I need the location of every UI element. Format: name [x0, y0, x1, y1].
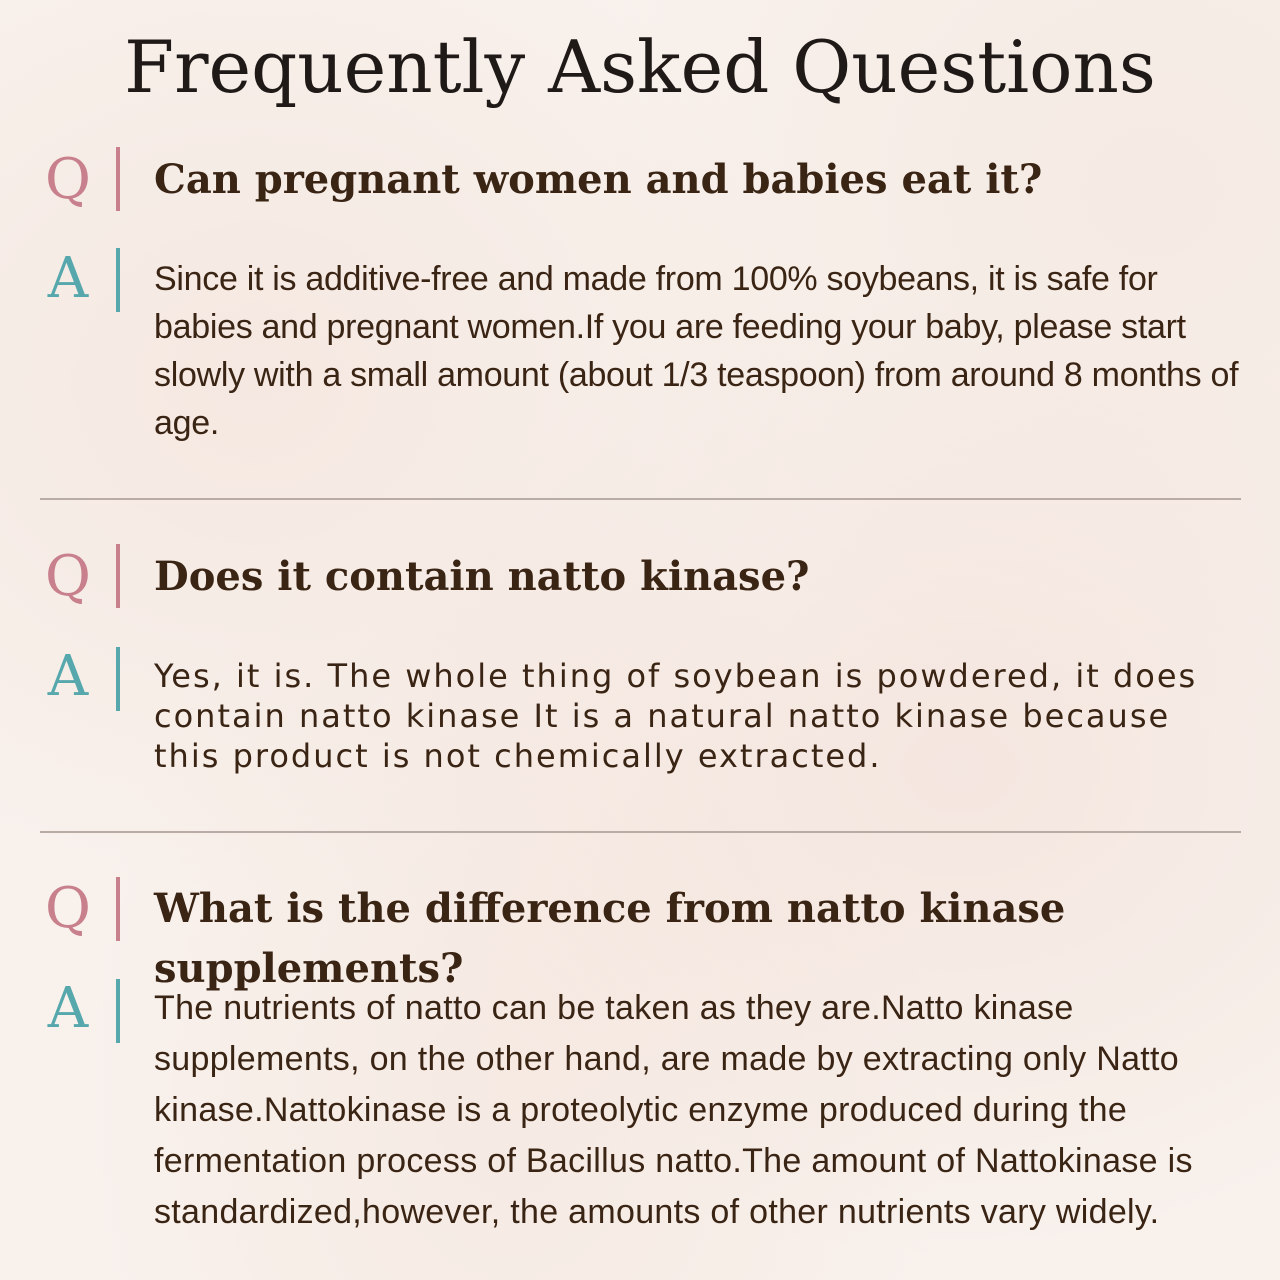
- question-mark-q: Q: [45, 147, 91, 212]
- question-mark-q: Q: [45, 876, 91, 941]
- answer-mark-a: A: [47, 246, 89, 311]
- divider: [40, 498, 1241, 500]
- answer-accent-bar: [116, 647, 120, 711]
- question-accent-bar: [116, 147, 120, 211]
- faq-question: Does it contain natto kinase?: [154, 553, 810, 600]
- page-title: Frequently Asked Questions: [124, 25, 1156, 109]
- divider: [40, 831, 1241, 833]
- question-accent-bar: [116, 877, 120, 941]
- faq-answer: The nutrients of natto can be taken as they are.Natto kinase supplements, on the other hand, are made by extracting only Natto kinase.Nattokinase is a proteolytic enzyme produced during the fermentation process of Bacillus natto.The amount of Nattokinase is standardized,however, the amounts of other nutrients vary widely.: [154, 989, 1193, 1231]
- faq-answer: Yes, it is. The whole thing of soybean is powdered, it does contain natto kinase It is a natural natto kinase because this product is not chemically extracted.: [154, 657, 1198, 775]
- answer-accent-bar: [116, 248, 120, 312]
- faq-question: Can pregnant women and babies eat it?: [154, 156, 1043, 203]
- answer-mark-a: A: [47, 644, 89, 709]
- answer-accent-bar: [116, 979, 120, 1043]
- question-mark-q: Q: [45, 544, 91, 609]
- faq-question: What is the difference from natto kinase supplements?: [154, 885, 1066, 992]
- faq-answer: Since it is additive-free and made from 100% soybeans, it is safe for babies and pregnant women.If you are feeding your baby, please start slowly with a small amount (about 1/3 teaspoon) from around 8 months of age.: [154, 260, 1239, 442]
- answer-mark-a: A: [47, 976, 89, 1041]
- question-accent-bar: [116, 544, 120, 608]
